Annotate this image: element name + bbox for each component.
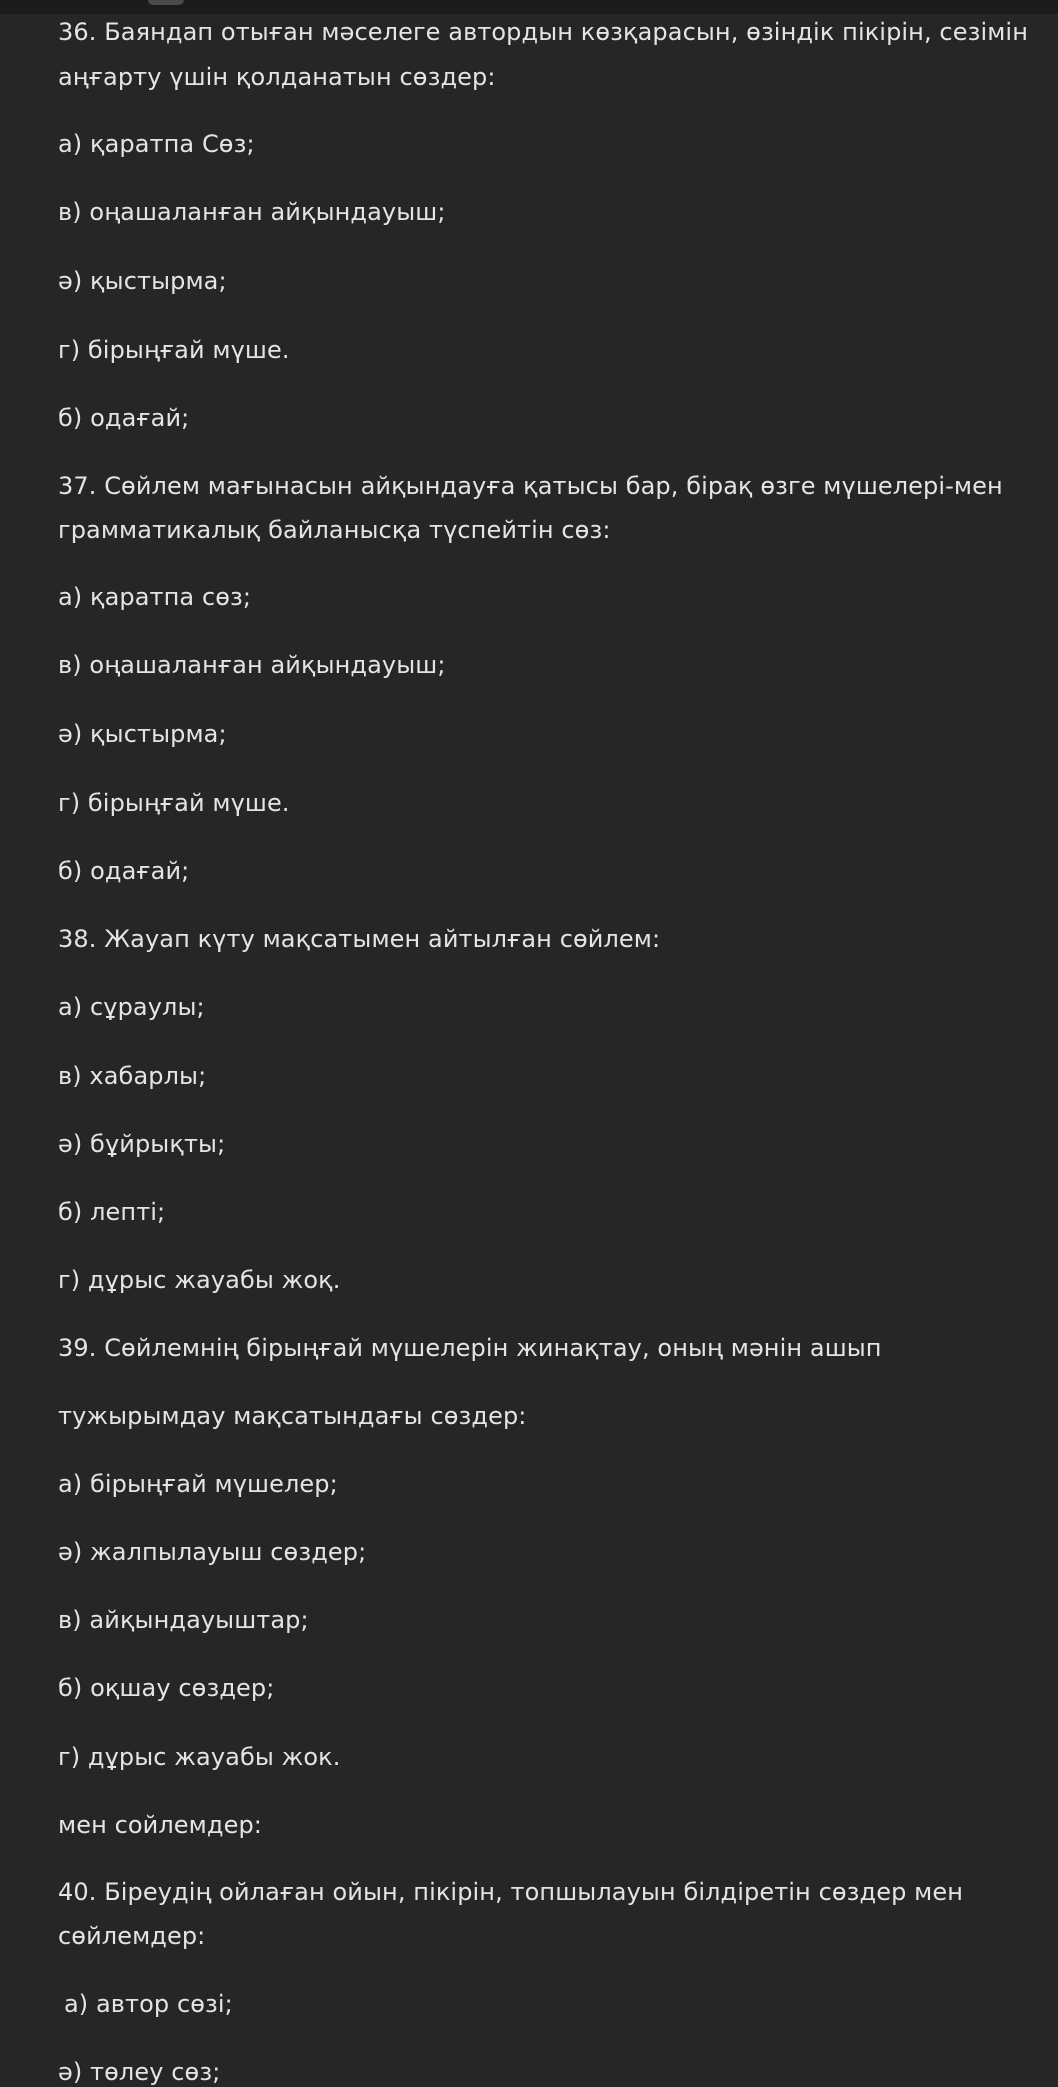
question-39-option-b: б) оқшау сөздер; [58, 1674, 275, 1702]
question-36-option-b: б) одағай; [58, 404, 190, 432]
question-37-option-a: а) қаратпа сөз; [58, 583, 252, 611]
question-37-option-v: в) оңашаланған айқындауыш; [58, 651, 446, 679]
question-37-text-line-2: грамматикалық байланысқа түспейтін сөз: [58, 516, 611, 544]
question-40-option-a: а) автор сөзі; [64, 1990, 233, 2018]
question-38-option-a: а) сұраулы; [58, 993, 205, 1021]
question-37-option-ae: ә) қыстырма; [58, 720, 227, 748]
question-36-text-line-2: аңғарту үшін қолданатын сөздер: [58, 63, 496, 91]
question-39-text-line-2: тужырымдау мақсатындағы сөздер: [58, 1402, 527, 1430]
question-36-option-a: а) қаратпа Сөз; [58, 130, 255, 158]
question-40-text-line-2: сөйлемдер: [58, 1922, 206, 1950]
question-38-text: 38. Жауап күту мақсатымен айтылған сөйлем: [58, 925, 661, 953]
question-36-text-line-1: 36. Баяндап отыған мәселеге автордын көзқарасын, өзіндік пікірін, сезімін [58, 18, 1028, 46]
question-40-text-line-1: 40. Біреудің ойлаған ойын, пікірін, топшылауын білдіретін сөздер мен [58, 1878, 964, 1906]
question-39-option-a: а) бірыңғай мүшелер; [58, 1470, 338, 1498]
question-38-option-b: б) лепті; [58, 1198, 166, 1226]
question-40-option-ae: ә) төлеу сөз; [58, 2058, 221, 2086]
question-38-option-g: г) дұрыс жауабы жоқ. [58, 1266, 341, 1294]
question-38-option-ae: ә) бұйрықты; [58, 1130, 226, 1158]
question-37-option-b: б) одағай; [58, 857, 190, 885]
question-39-option-v: в) айқындауыштар; [58, 1606, 309, 1634]
question-36-option-ae: ә) қыстырма; [58, 267, 227, 295]
question-37-option-g: г) бірыңғай мүше. [58, 789, 290, 817]
question-36-option-v: в) оңашаланған айқындауыш; [58, 198, 446, 226]
question-39-text-line-1: 39. Сөйлемнің бірыңғай мүшелерін жинақтау, оның мәнін ашып [58, 1334, 882, 1362]
question-38-option-v: в) хабарлы; [58, 1062, 207, 1090]
question-36-option-g: г) бірыңғай мүше. [58, 336, 290, 364]
question-39-option-ae: ә) жалпылауыш сөздер; [58, 1538, 367, 1566]
question-37-text-line-1: 37. Сөйлем мағынасын айқындауға қатысы бар, бірақ өзге мүшелері-мен [58, 472, 1003, 500]
stray-text-line: мен сойлемдер: [58, 1811, 262, 1839]
question-39-option-g: г) дұрыс жауабы жок. [58, 1743, 341, 1771]
